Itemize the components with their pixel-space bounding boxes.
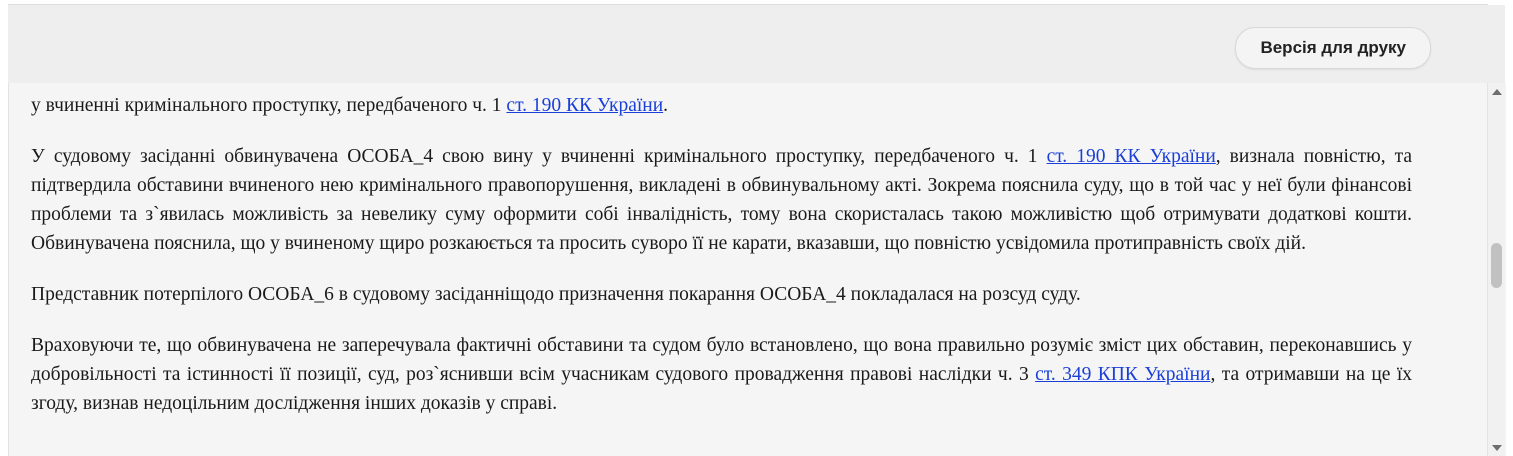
paragraph-text: у вчиненні кримінального проступку, передбаченого ч. 1 (31, 95, 507, 116)
paragraph-text: Враховуючи те, що обвинувачена не заперечувала фактичні обставини та судом було встановлено, що вона правильно розуміє зміст цих обставин, переконавшись у добровільності та істинності її позиції, суд, роз`яснивши всім учасникам судового провадження правові наслідки ч. 3 (31, 335, 1412, 385)
document-text-body (9, 83, 1433, 456)
document-paragraph (31, 91, 1412, 120)
vertical-scrollbar[interactable] (1487, 83, 1505, 456)
document-scroll-area[interactable] (8, 83, 1506, 456)
scrollbar-thumb[interactable] (1491, 243, 1502, 288)
scroll-up-arrow-icon[interactable] (1488, 83, 1505, 100)
law-reference-link[interactable]: ст. 190 КК України (506, 95, 664, 116)
law-reference-link[interactable]: ст. 190 КК України (1046, 146, 1216, 167)
scroll-down-arrow-icon[interactable] (1488, 439, 1505, 456)
document-paragraph (31, 280, 1412, 309)
document-toolbar (8, 5, 1505, 83)
print-version-button[interactable]: Версія для друку (1235, 27, 1431, 69)
paragraph-text: , та отримавши на це їх згоду, визнав недоцільним дослідження інших доказів у справі. (31, 364, 1412, 414)
document-paragraph (31, 142, 1412, 258)
law-reference-link[interactable]: ст. 349 КПК України (1035, 364, 1211, 385)
document-paragraph (31, 331, 1412, 418)
paragraph-text: , визнала повністю, та підтвердила обставини вчиненого нею кримінального правопорушення, викладені в обвинувальному акті. Зокрема пояснила суду, що в той час у неї були фінансові проблеми та з`явилась можливість за невелику суму оформити собі інвалідність, тому вона скористалась такою можливістю щоб отримувати додаткові кошти. Обвинувачена пояснила, що у вчиненому щиро розкаюється та просить суворо її не карати, вказавши, що повністю усвідомила протиправність своїх дій. (31, 146, 1413, 254)
paragraph-text: . (663, 95, 669, 116)
paragraph-text: Представник потерпілого ОСОБА_6 в судовому засіданніщодо призначення покарання ОСОБА_4 покладалася на розсуд суду. (31, 284, 1081, 305)
paragraph-text: У судовому засіданні обвинувачена ОСОБА_4 свою вину у вчиненні кримінального проступку, передбаченого ч. 1 (31, 146, 1047, 167)
